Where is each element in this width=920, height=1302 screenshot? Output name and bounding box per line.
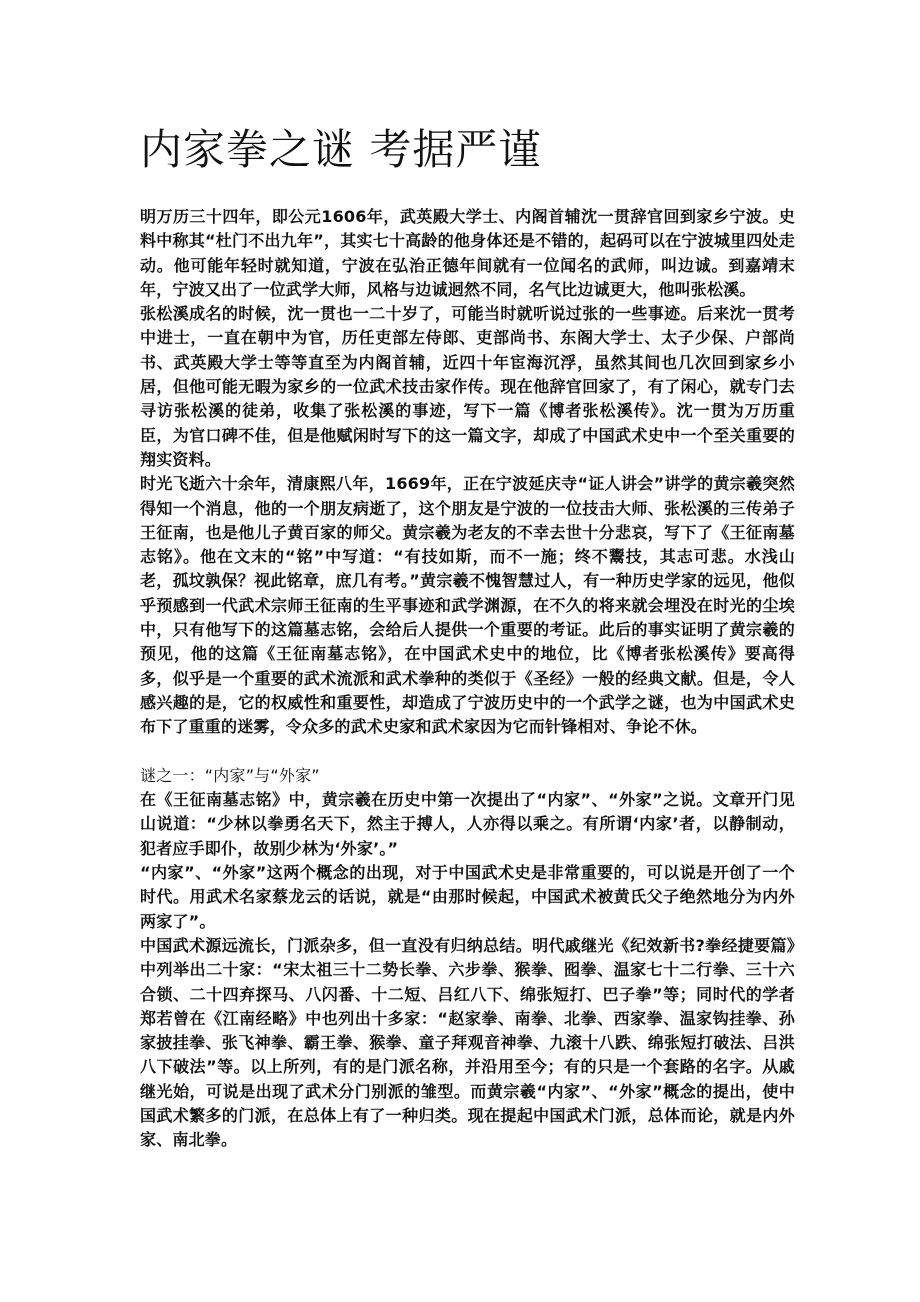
- paragraph: “内家”、“外家”这两个概念的出现，对于中国武术史是非常重要的，可以说是开创了一个时代。用武术名家蔡龙云的话说，就是“由那时候起，中国武术被黄氏父子绝然地分为内外两家了”。: [140, 863, 795, 931]
- section-heading: 谜之一：“内家”与“外家”: [140, 765, 320, 785]
- paragraph: 中国武术源远流长，门派杂多，但一直没有归纳总结。明代戚继光《纪效新书?拳经捷要篇》中列举出二十家：“宋太祖三十二势长拳、六步拳、猴拳、囮拳、温家七十二行拳、三十六合锁、二十四弃探马、八闪番、十二短、吕红八下、绵张短打、巴子拳”等；同时代的学者郑若曾在《江南经略》中也列出十多家：“赵家拳、南拳、北拳、西家拳、温家钩挂拳、孙家披挂拳、张飞神拳、霸王拳、猴拳、童子拜观音神拳、九滚十八跌、绵张短打破法、吕洪八下破法”等。以上所列，有的是门派名称，并沿用至今；有的只是一个套路的名字。从戚继光始，可说是出现了武术分门别派的雏型。而黄宗羲“内家”、“外家”概念的提出，使中国武术繁多的门派，在总体上有了一种归类。现在提起中国武术门派，总体而论，就是内外家、南北拳。: [140, 935, 795, 1150]
- document-title: 内家拳之谜 考据严谨: [140, 125, 542, 174]
- paragraph: 在《王征南墓志铭》中，黄宗羲在历史中第一次提出了“内家”、“外家”之说。文章开门见山说道：“少林以拳勇名天下，然主于搏人，人亦得以乘之。有所谓‘内家’者，以静制动，犯者应手即仆，故别少林为‘外家’。”: [140, 790, 795, 858]
- paragraph: 明万历三十四年，即公元1606年，武英殿大学士、内阁首辅沈一贯辞官回到家乡宁波。史料中称其“杜门不出九年”，其实七十高龄的他身体还是不错的，起码可以在宁波城里四处走动。他可能年轻时就知道，宁波在弘治正德年间就有一位闻名的武师，叫边诚。到嘉靖末年，宁波又出了一位武学大师，风格与边诚迥然不同，名气比边诚更大，他叫张松溪。: [140, 207, 795, 299]
- paragraph: 时光飞逝六十余年，清康熙八年，1669年，正在宁波延庆寺“证人讲会”讲学的黄宗羲突然得知一个消息，他的一个朋友病逝了，这个朋友是宁波的一位技击大师、张松溪的三传弟子王征南，也是他儿子黄百家的师父。黄宗羲为老友的不幸去世十分悲哀，写下了《王征南墓志铭》。他在文末的“铭”中写道：“有技如斯，而不一施；终不鬻技，其志可悲。水浅山老，孤坟孰保？视此铭章，庶几有考。”黄宗羲不愧智慧过人，有一种历史学家的远见，他似乎预感到一代武术宗师王征南的生平事迹和武学渊源，在不久的将来就会埋没在时光的尘埃中，只有他写下的这篇墓志铭，会给后人提供一个重要的考证。此后的事实证明了黄宗羲的预见，他的这篇《王征南墓志铭》，在中国武术史中的地位，比《博者张松溪传》要高得多，似乎是一个重要的武术流派和武术拳种的类似于《圣经》一般的经典文献。但是，令人感兴趣的是，它的权威性和重要性，却造成了宁波历史中的一个武学之谜，也为中国武术史布下了重重的迷雾，令众多的武术史家和武术家因为它而针锋相对、争论不休。: [140, 474, 795, 737]
- paragraph: 张松溪成名的时候，沈一贯也一二十岁了，可能当时就听说过张的一些事迹。后来沈一贯考中进士，一直在朝中为官，历任吏部左侍郎、吏部尚书、东阁大学士、太子少保、户部尚书、武英殿大学士等等直至为内阁首辅，近四十年宦海沉浮，虽然其间也几次回到家乡小居，但他可能无暇为家乡的一位武术技击家作传。现在他辞官回家了，有了闲心，就专门去寻访张松溪的徒弟，收集了张松溪的事迹，写下一篇《博者张松溪传》。沈一贯为万历重臣，为官口碑不佳，但是他赋闲时写下的这一篇文字，却成了中国武术史中一个至关重要的翔实资料。: [140, 304, 795, 469]
- paragraph-gap: [140, 740, 795, 764]
- document-body: [140, 205, 795, 1153]
